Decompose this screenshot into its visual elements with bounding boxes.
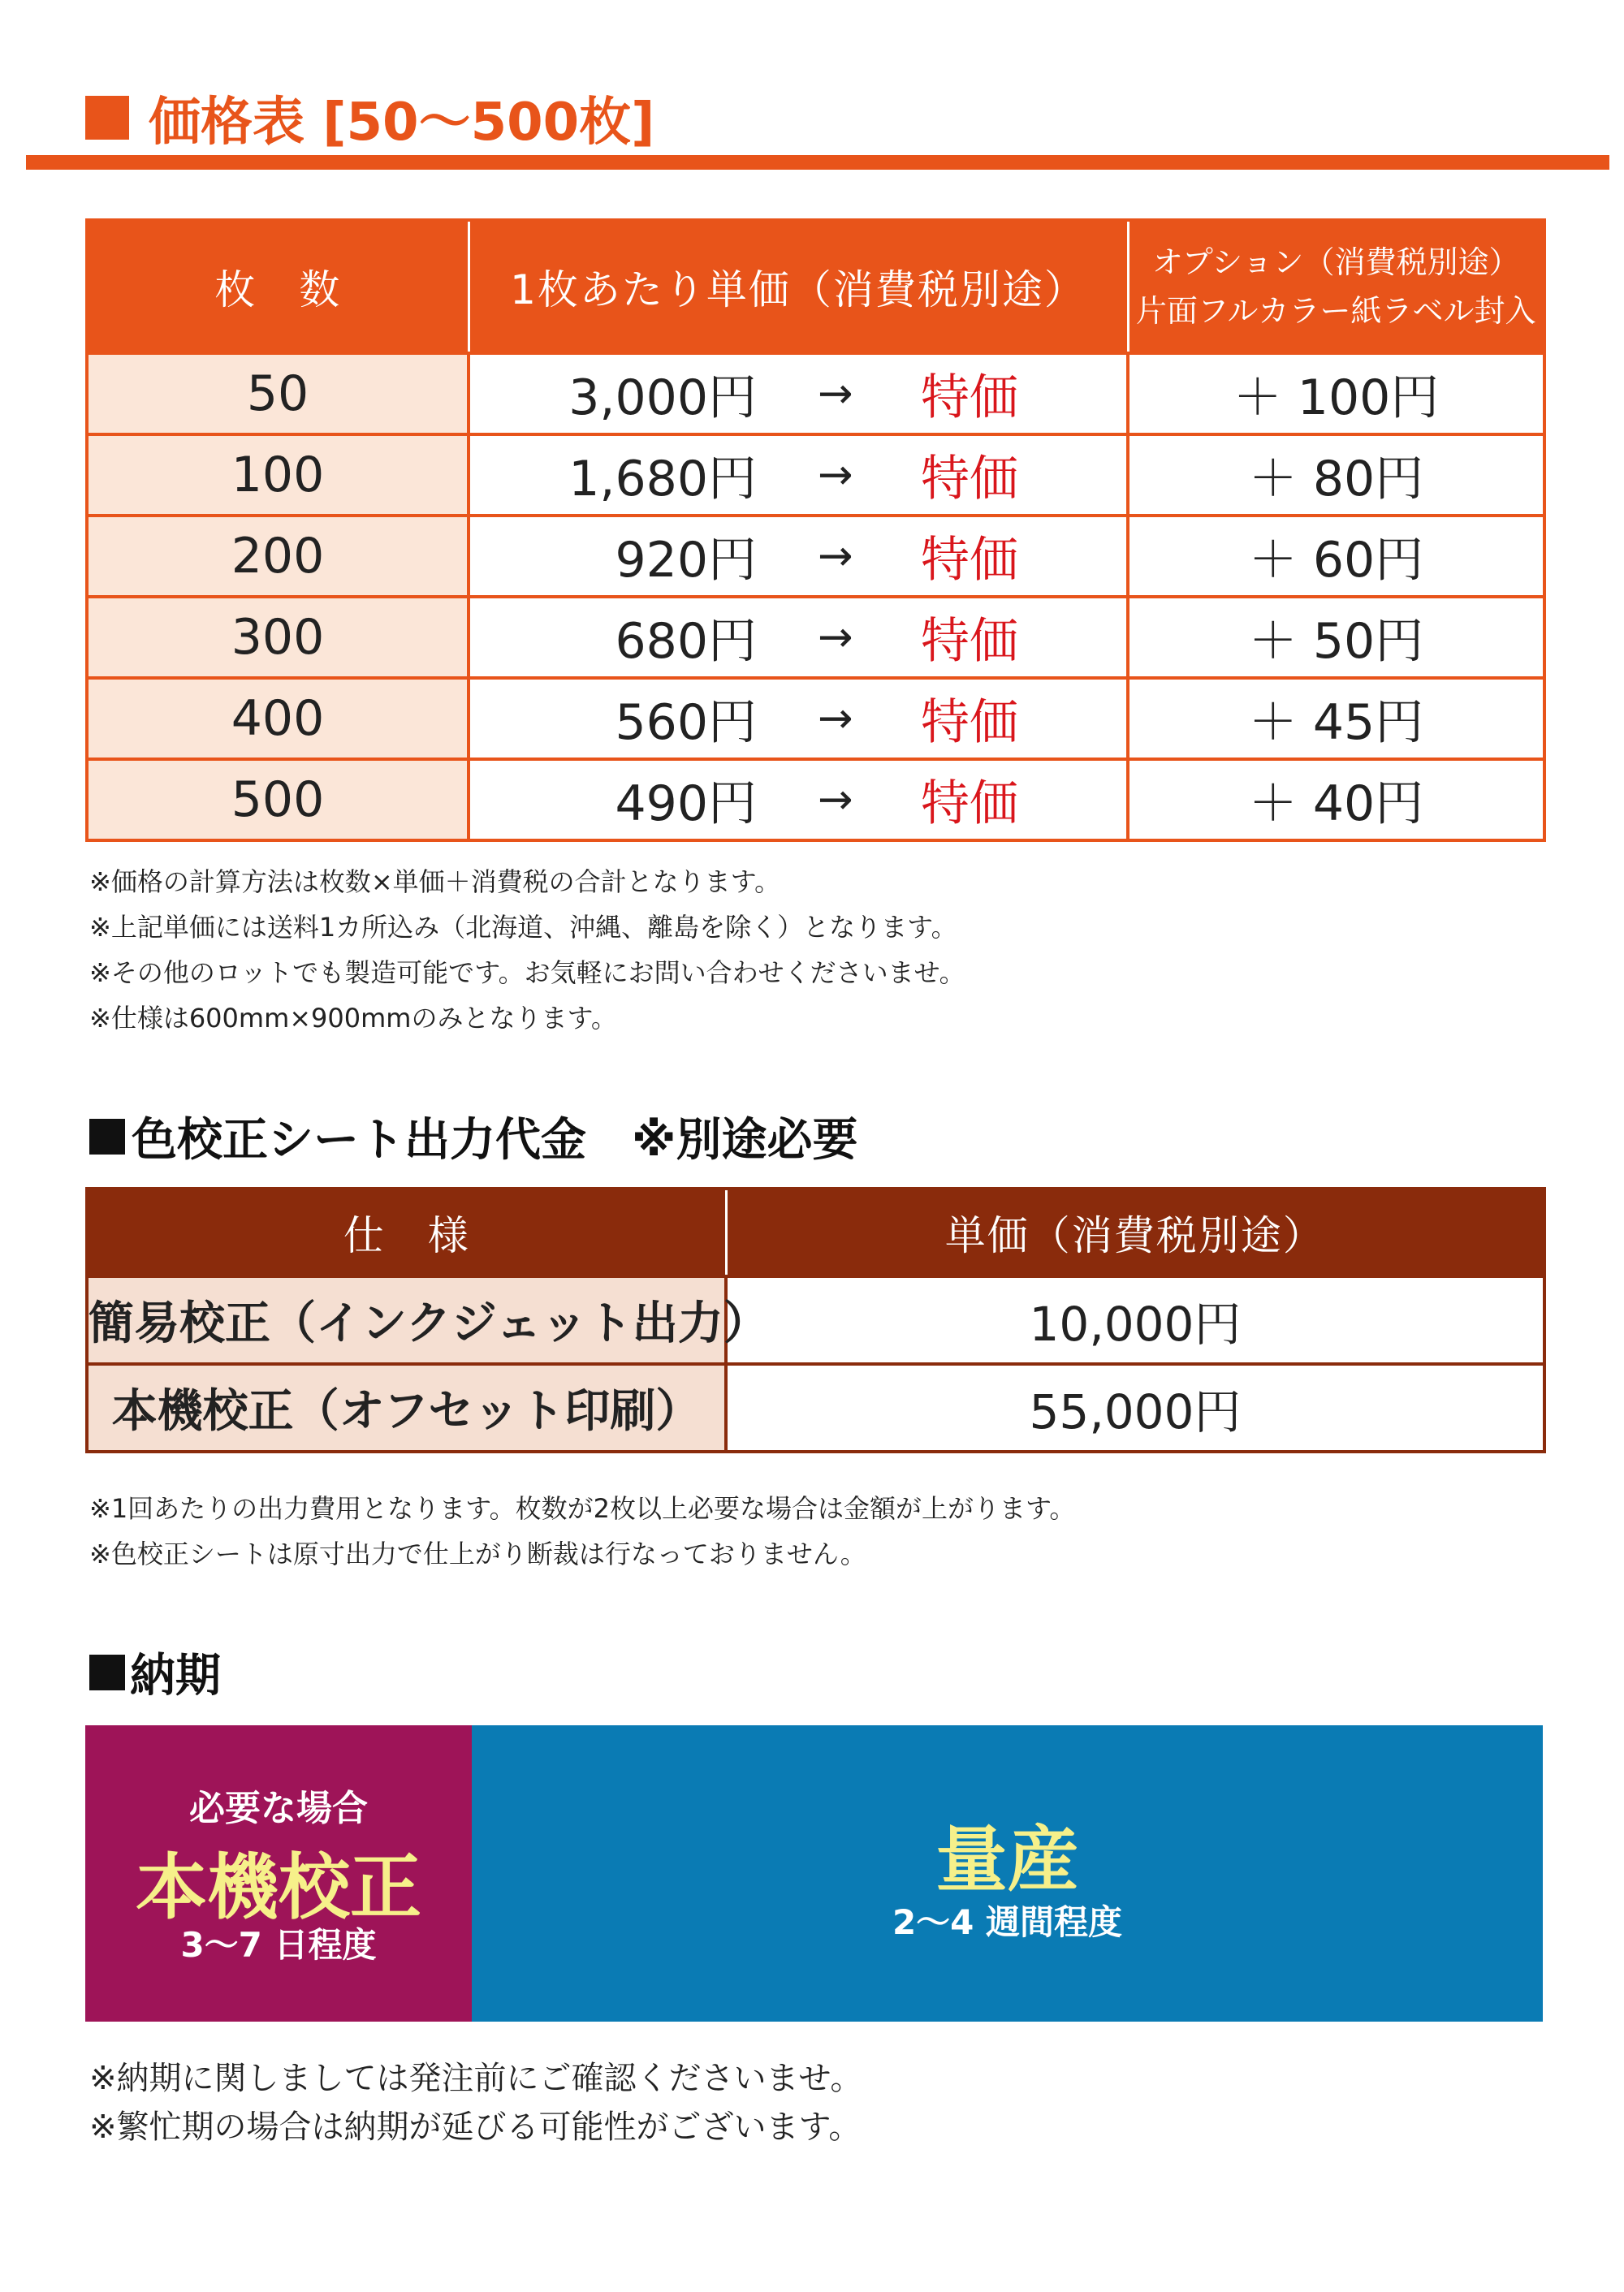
header-spec: 仕 様 [87,1189,726,1276]
note-line: ※繁忙期の場合は納期が延びる可能性がございます。 [89,2109,862,2146]
option-price-cell: ＋ 100円 [1128,353,1544,434]
option-price-cell: ＋ 45円 [1128,678,1544,759]
table-row [87,678,1544,759]
price-notes [89,859,965,1041]
quantity-cell: 300 [87,597,469,678]
header-option-line2: 片面フルカラー紙ラベル封入 [1136,293,1536,329]
mass-box-title: 量産 [935,1818,1079,1901]
price-table [85,218,1546,842]
special-price-label: 特価 [921,532,1018,589]
square-bullet-icon [85,96,129,140]
proof-table [85,1187,1546,1453]
price-section-title-text: 価格表 [50～500枚] [149,93,655,153]
unit-price: 920円 [615,532,757,589]
quantity-cell: 400 [87,678,469,759]
quantity-cell: 200 [87,516,469,597]
arrow-right-icon: → [818,694,853,743]
square-bullet-icon [89,1119,125,1155]
special-price-label: 特価 [921,613,1018,670]
table-row [87,353,1544,434]
proof-box-duration: 3～7 日程度 [180,1925,377,1965]
quantity-cell: 500 [87,759,469,840]
table-row [87,516,1544,597]
arrow-right-icon: → [818,369,853,418]
header-unit-price: 1枚あたり単価（消費税別途） [469,220,1128,353]
unit-price-cell [469,759,1128,840]
spec-cell: 簡易校正（インクジェット出力） [87,1276,726,1364]
special-price-label: 特価 [921,775,1018,832]
price-cell: 10,000円 [726,1276,1544,1364]
unit-price-cell [469,678,1128,759]
table-row [87,597,1544,678]
mass-box-duration: 2～4 週間程度 [892,1902,1123,1942]
quantity-cell: 50 [87,353,469,434]
unit-price: 1,680円 [568,451,757,507]
table-row [87,1276,1544,1364]
special-price-label: 特価 [921,694,1018,751]
note-line: ※仕様は600mm×900mmのみとなります。 [89,1003,617,1034]
table-row [87,759,1544,840]
note-line: ※その他のロットでも製造可能です。お気軽にお問い合わせくださいませ。 [89,957,965,988]
unit-price-cell [469,597,1128,678]
proof-notes [89,1486,1075,1577]
delivery-section-title [89,1640,221,1705]
arrow-right-icon: → [818,451,853,499]
proof-box-title: 本機校正 [135,1845,421,1929]
unit-price-cell [469,434,1128,516]
price-table-header [87,220,1544,353]
delivery-section-title-text: 納期 [130,1650,221,1703]
unit-price: 560円 [615,694,757,751]
spec-cell: 本機校正（オフセット印刷） [87,1364,726,1452]
quantity-cell: 100 [87,434,469,516]
note-line: ※納期に関しましては発注前にご確認くださいませ。 [89,2060,863,2097]
proof-section-title-text: 色校正シート出力代金 ※別途必要 [132,1114,858,1167]
option-price-cell: ＋ 50円 [1128,597,1544,678]
mass-production-box [472,1725,1543,2022]
arrow-right-icon: → [818,532,853,581]
proof-box-lead: 必要な場合 [189,1788,368,1829]
option-price-cell: ＋ 60円 [1128,516,1544,597]
proof-section-title [89,1104,857,1169]
unit-price-cell [469,516,1128,597]
arrow-right-icon: → [818,775,853,824]
special-price-label: 特価 [921,369,1018,426]
note-line: ※上記単価には送料1カ所込み（北海道、沖縄、離島を除く）となります。 [89,912,957,943]
price-section-title [85,81,654,154]
note-line: ※1回あたりの出力費用となります。枚数が2枚以上必要な場合は金額が上がります。 [89,1493,1076,1524]
header-quantity: 枚 数 [87,220,469,353]
option-price-cell: ＋ 40円 [1128,759,1544,840]
square-bullet-icon [89,1655,125,1690]
delivery-notes [89,2054,862,2152]
note-line: ※色校正シートは原寸出力で仕上がり断裁は行なっておりません。 [89,1539,866,1569]
table-row [87,434,1544,516]
table-row [87,1364,1544,1452]
note-line: ※価格の計算方法は枚数×単価＋消費税の合計となります。 [89,866,781,897]
option-price-cell: ＋ 80円 [1128,434,1544,516]
header-option-line1: オプション（消費税別途） [1151,244,1520,280]
arrow-right-icon: → [818,613,853,662]
header-price: 単価（消費税別途） [726,1189,1544,1276]
unit-price: 680円 [615,613,757,670]
unit-price-cell [469,353,1128,434]
header-option [1128,220,1544,353]
special-price-label: 特価 [921,451,1018,507]
unit-price: 3,000円 [568,369,757,426]
proof-delivery-box [85,1725,472,2022]
title-underline [26,155,1609,170]
price-cell: 55,000円 [726,1364,1544,1452]
proof-table-header [87,1189,1544,1276]
unit-price: 490円 [615,775,757,832]
